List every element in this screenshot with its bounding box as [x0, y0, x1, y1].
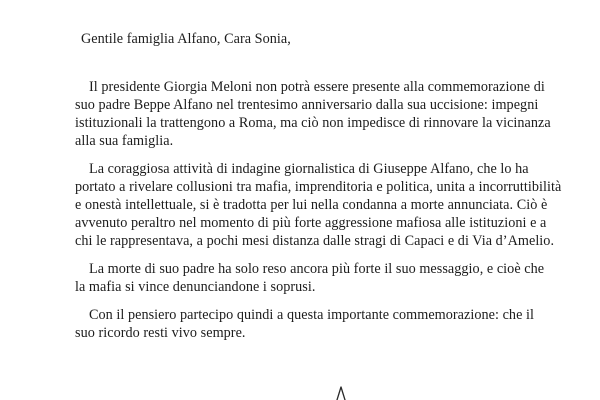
paragraph-line: istituzionali la trattengono a Roma, ma ciò non impedisce di rinnovare la vicinanza: [75, 115, 551, 131]
paragraph-line: La coraggiosa attività di indagine giornalistica di Giuseppe Alfano, che lo ha: [89, 161, 529, 177]
paragraph-line: alla sua famiglia.: [75, 133, 174, 149]
paragraph-4: [75, 306, 595, 342]
paragraph-line: Il presidente Giorgia Meloni non potrà essere presente alla commemorazione di: [89, 79, 545, 95]
paragraph-line: avvenuto peraltro nel momento di più forte aggressione mafiosa alle istituzioni e a: [75, 215, 547, 231]
paragraph-line: suo ricordo resti vivo sempre.: [75, 325, 246, 341]
paragraph-line: Con il pensiero partecipo quindi a questa importante commemorazione: che il: [89, 307, 535, 323]
paragraph-line: e onestà intellettuale, si è tradotta per lui nella condanna a morte annunciata. Ciò è: [75, 197, 548, 213]
paragraph-line: la mafia si vince denunciandone i soprusi.: [75, 279, 316, 295]
paragraph-2: [75, 160, 595, 250]
paragraph-line: chi le rappresentava, a pochi mesi distanza dalle stragi di Capaci e di Via d’Amelio.: [75, 233, 555, 249]
paragraph-1: [75, 78, 595, 150]
paragraph-line: La morte di suo padre ha solo reso ancora più forte il suo messaggio, e cioè che: [89, 261, 545, 277]
letter-salutation: Gentile famiglia Alfano, Cara Sonia,: [81, 31, 291, 47]
paragraph-line: suo padre Beppe Alfano nel trentesimo anniversario dalla sua uccisione: impegni: [75, 97, 539, 113]
paragraph-3: [75, 260, 595, 296]
signature-mark-icon: [334, 384, 348, 400]
paragraph-line: portato a rivelare collusioni tra mafia, imprenditoria e politica, unita a incorruttibilità: [75, 179, 562, 195]
letter-body: [75, 30, 595, 350]
